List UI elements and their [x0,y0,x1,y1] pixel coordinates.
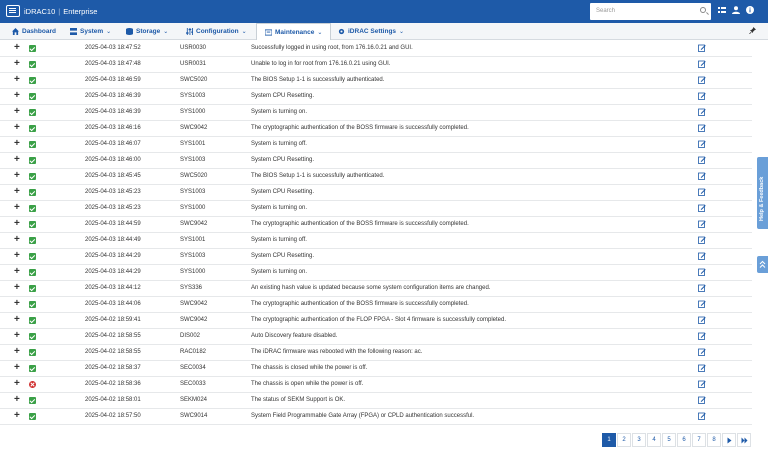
add-comment-icon[interactable] [698,204,706,212]
ok-status-icon [29,109,36,116]
table-row[interactable] [0,233,752,249]
table-row[interactable] [0,313,752,329]
expand-row-icon[interactable]: + [14,394,20,405]
last-page-icon[interactable] [737,433,751,447]
expand-row-icon[interactable]: + [14,314,20,325]
log-description: System is turning off. [251,237,307,243]
ok-status-icon [29,253,36,260]
log-date: 2025-04-03 18:45:45 [85,173,141,179]
log-date: 2025-04-03 18:44:59 [85,221,141,227]
message-id: SWC9042 [180,317,208,323]
help-icon[interactable] [746,6,754,14]
expand-row-icon[interactable]: + [14,378,20,389]
expand-row-icon[interactable]: + [14,410,20,421]
message-id: RAC0182 [180,349,207,355]
table-row[interactable] [0,217,752,233]
ok-status-icon [29,173,36,180]
add-comment-icon[interactable] [698,300,706,308]
chevron-down-icon: ⌄ [399,28,405,35]
expand-row-icon[interactable]: + [14,138,20,149]
log-date: 2025-04-02 18:58:55 [85,349,141,355]
ok-status-icon [29,301,36,308]
add-comment-icon[interactable] [698,92,706,100]
expand-row-icon[interactable]: + [14,330,20,341]
message-id: USR0030 [180,45,207,51]
table-row[interactable] [0,297,752,313]
ok-status-icon [29,397,36,404]
expand-row-icon[interactable]: + [14,106,20,117]
ok-status-icon [29,93,36,100]
double-chevron-icon [759,260,766,269]
add-comment-icon[interactable] [698,252,706,260]
table-row[interactable] [0,329,752,345]
log-date: 2025-04-03 18:45:23 [85,189,141,195]
log-date: 2025-04-03 18:44:06 [85,301,141,307]
log-description: Unable to log in for root from 176.16.0.21 using GUI. [251,61,391,67]
ok-status-icon [29,205,36,212]
product-name: iDRAC10 [24,7,56,16]
ok-status-icon [29,349,36,356]
expand-row-icon[interactable]: + [14,266,20,277]
sliders-icon [186,28,193,35]
table-row[interactable] [0,377,752,393]
chevron-down-icon: ⌄ [163,28,169,35]
add-comment-icon[interactable] [698,364,706,372]
add-comment-icon[interactable] [698,316,706,324]
add-comment-icon[interactable] [698,348,706,356]
add-comment-icon[interactable] [698,44,706,52]
log-description: The cryptographic authentication of the BOSS firmware is successfully completed. [251,301,469,307]
expand-row-icon[interactable]: + [14,362,20,373]
ok-status-icon [29,157,36,164]
nav-storage-label: Storage [136,27,161,35]
log-date: 2025-04-03 18:44:29 [85,253,141,259]
add-comment-icon[interactable] [698,156,706,164]
table-row[interactable] [0,153,752,169]
nav-maintenance[interactable] [256,23,331,40]
log-description: System CPU Resetting. [251,93,315,99]
page-button[interactable]: 2 [617,433,631,447]
add-comment-icon[interactable] [698,76,706,84]
nav-dashboard-label: Dashboard [22,27,56,35]
ok-status-icon [29,237,36,244]
jobs-icon[interactable] [718,6,726,14]
message-id: SYS336 [180,285,203,291]
log-date: 2025-04-03 18:44:49 [85,237,141,243]
add-comment-icon[interactable] [698,268,706,276]
message-id: SYS1001 [180,237,206,243]
expand-row-icon[interactable]: + [14,42,20,53]
critical-status-icon [29,381,36,388]
expand-row-icon[interactable]: + [14,170,20,181]
log-date: 2025-04-03 18:46:00 [85,157,141,163]
help-feedback-label: Help & Feedback [759,176,765,221]
message-id: SYS1000 [180,269,206,275]
nav-system[interactable] [70,23,111,39]
table-row[interactable] [0,409,752,425]
message-id: SYS1000 [180,205,206,211]
add-comment-icon[interactable] [698,60,706,68]
message-id: SYS1003 [180,189,206,195]
add-comment-icon[interactable] [698,188,706,196]
log-date: 2025-04-03 18:46:59 [85,77,141,83]
log-description: The BIOS Setup 1-1 is successfully authenticated. [251,173,385,179]
chevron-down-icon: ⌄ [241,28,247,35]
nav-maintenance-label: Maintenance [275,28,315,36]
add-comment-icon[interactable] [698,172,706,180]
ok-status-icon [29,77,36,84]
log-date: 2025-04-02 18:58:36 [85,381,141,387]
message-id: USR0031 [180,61,207,67]
page-button[interactable]: 3 [632,433,646,447]
add-comment-icon[interactable] [698,380,706,388]
table-row[interactable] [0,41,752,57]
product-edition: Enterprise [63,7,98,16]
expand-row-icon[interactable]: + [14,90,20,101]
message-id: SWC9042 [180,221,208,227]
log-description: System is turning on. [251,269,308,275]
message-id: SYS1000 [180,109,206,115]
log-date: 2025-04-03 18:47:52 [85,45,141,51]
expand-row-icon[interactable]: + [14,346,20,357]
log-description: The cryptographic authentication of the BOSS firmware is successfully completed. [251,221,469,227]
log-description: System is turning on. [251,205,308,211]
message-id: SWC5020 [180,173,208,179]
next-page-icon[interactable] [722,433,736,447]
log-date: 2025-04-03 18:47:48 [85,61,141,67]
expand-row-icon[interactable]: + [14,122,20,133]
table-row[interactable] [0,361,752,377]
log-date: 2025-04-03 18:46:39 [85,109,141,115]
table-row[interactable] [0,201,752,217]
nav-dashboard[interactable] [12,23,56,39]
nav-storage[interactable] [126,23,168,39]
log-date: 2025-04-02 18:59:41 [85,317,141,323]
message-id: SWC9042 [180,301,208,307]
add-comment-icon[interactable] [698,220,706,228]
help-feedback-tab[interactable] [757,157,768,229]
log-description: The cryptographic authentication of the BOSS firmware is successfully completed. [251,125,469,131]
log-description: The cryptographic authentication of the FLOP FPGA - Slot 4 firmware is successfully completed. [251,317,507,323]
nav-configuration[interactable] [186,23,247,39]
log-description: System CPU Resetting. [251,253,315,259]
message-id: SWC5020 [180,77,208,83]
expand-row-icon[interactable]: + [14,250,20,261]
expand-row-icon[interactable]: + [14,282,20,293]
message-id: SWC9014 [180,413,208,419]
message-id: SYS1003 [180,157,206,163]
message-id: SYS1001 [180,141,206,147]
expand-row-icon[interactable]: + [14,218,20,229]
pin-icon[interactable] [749,27,756,34]
page-button[interactable]: 6 [677,433,691,447]
ok-status-icon [29,221,36,228]
page-button[interactable]: 1 [602,433,616,447]
log-date: 2025-04-03 18:46:16 [85,125,141,131]
log-description: System Field Programmable Gate Array (FPGA) or CPLD authentication successful. [251,413,475,419]
storage-icon [126,28,133,35]
page-button[interactable]: 7 [692,433,706,447]
log-date: 2025-04-03 18:44:29 [85,269,141,275]
ok-status-icon [29,413,36,420]
nav-idrac-settings-label: iDRAC Settings [348,27,397,35]
table-row[interactable] [0,249,752,265]
message-id: SEC0034 [180,365,206,371]
expand-row-icon[interactable]: + [14,202,20,213]
ok-status-icon [29,269,36,276]
home-icon [12,28,19,35]
collapse-panel-tab[interactable] [757,256,768,273]
table-row[interactable] [0,169,752,185]
message-id: SYS1003 [180,253,206,259]
table-row[interactable] [0,137,752,153]
search-input[interactable] [590,3,711,20]
nav-system-label: System [80,27,104,35]
log-description: The iDRAC firmware was rebooted with the following reason: ac. [251,349,423,355]
table-row[interactable] [0,105,752,121]
ok-status-icon [29,125,36,132]
add-comment-icon[interactable] [698,412,706,420]
page-button[interactable]: 5 [662,433,676,447]
app-title: iDRAC10 | Enterprise [24,7,98,16]
settings-icon [338,28,345,35]
chevron-down-icon: ⌄ [106,28,112,35]
message-id: SWC9042 [180,125,208,131]
server-icon [70,28,77,35]
lifecycle-log-table [0,41,752,425]
log-description: The BIOS Setup 1-1 is successfully authenticated. [251,77,385,83]
log-description: An existing hash value is updated because some system configuration items are changed. [251,285,491,291]
log-date: 2025-04-02 18:57:50 [85,413,141,419]
log-date: 2025-04-03 18:46:07 [85,141,141,147]
main-nav [0,23,768,40]
nav-configuration-label: Configuration [196,27,239,35]
message-id: SEKM024 [180,397,208,403]
ok-status-icon [29,141,36,148]
message-id: SYS1003 [180,93,206,99]
search-icon[interactable] [700,7,706,13]
expand-row-icon[interactable]: + [14,186,20,197]
log-description: System is turning off. [251,141,307,147]
pagination [602,433,751,447]
add-comment-icon[interactable] [698,140,706,148]
expand-row-icon[interactable]: + [14,234,20,245]
search-placeholder: Search [596,8,616,14]
table-row[interactable] [0,89,752,105]
ok-status-icon [29,333,36,340]
expand-row-icon[interactable]: + [14,154,20,165]
expand-row-icon[interactable]: + [14,298,20,309]
table-row[interactable] [0,57,752,73]
table-row[interactable] [0,345,752,361]
log-description: System CPU Resetting. [251,157,315,163]
expand-row-icon[interactable]: + [14,74,20,85]
top-bar [0,0,768,23]
log-description: System is turning on. [251,109,308,115]
table-row[interactable] [0,121,752,137]
ok-status-icon [29,189,36,196]
log-description: The status of SEKM Support is OK. [251,397,346,403]
log-description: Auto Discovery feature disabled. [251,333,338,339]
page-button[interactable]: 8 [707,433,721,447]
add-comment-icon[interactable] [698,332,706,340]
add-comment-icon[interactable] [698,284,706,292]
table-row[interactable] [0,185,752,201]
log-date: 2025-04-02 18:58:37 [85,365,141,371]
ok-status-icon [29,285,36,292]
ok-status-icon [29,45,36,52]
add-comment-icon[interactable] [698,236,706,244]
log-description: System CPU Resetting. [251,189,315,195]
ok-status-icon [29,365,36,372]
expand-row-icon[interactable]: + [14,58,20,69]
add-comment-icon[interactable] [698,124,706,132]
log-description: The chassis is closed while the power is off. [251,365,368,371]
add-comment-icon[interactable] [698,396,706,404]
log-date: 2025-04-03 18:45:23 [85,205,141,211]
user-icon[interactable] [732,6,740,14]
log-description: Successfully logged in using root, from 176.16.0.21 and GUI. [251,45,413,51]
server-logo-icon [6,5,20,17]
message-id: SEC0033 [180,381,206,387]
ok-status-icon [29,61,36,68]
log-date: 2025-04-03 18:46:39 [85,93,141,99]
page-button[interactable]: 4 [647,433,661,447]
maintenance-icon [265,29,272,36]
table-row[interactable] [0,393,752,409]
add-comment-icon[interactable] [698,108,706,116]
log-date: 2025-04-03 18:44:12 [85,285,141,291]
message-id: DIS002 [180,333,201,339]
log-date: 2025-04-02 18:58:55 [85,333,141,339]
ok-status-icon [29,317,36,324]
table-row[interactable] [0,265,752,281]
table-row[interactable] [0,281,752,297]
nav-idrac-settings[interactable] [338,23,404,39]
chevron-down-icon: ⌄ [317,29,323,36]
log-date: 2025-04-02 18:58:01 [85,397,141,403]
table-row[interactable] [0,73,752,89]
log-description: The chassis is open while the power is off. [251,381,364,387]
